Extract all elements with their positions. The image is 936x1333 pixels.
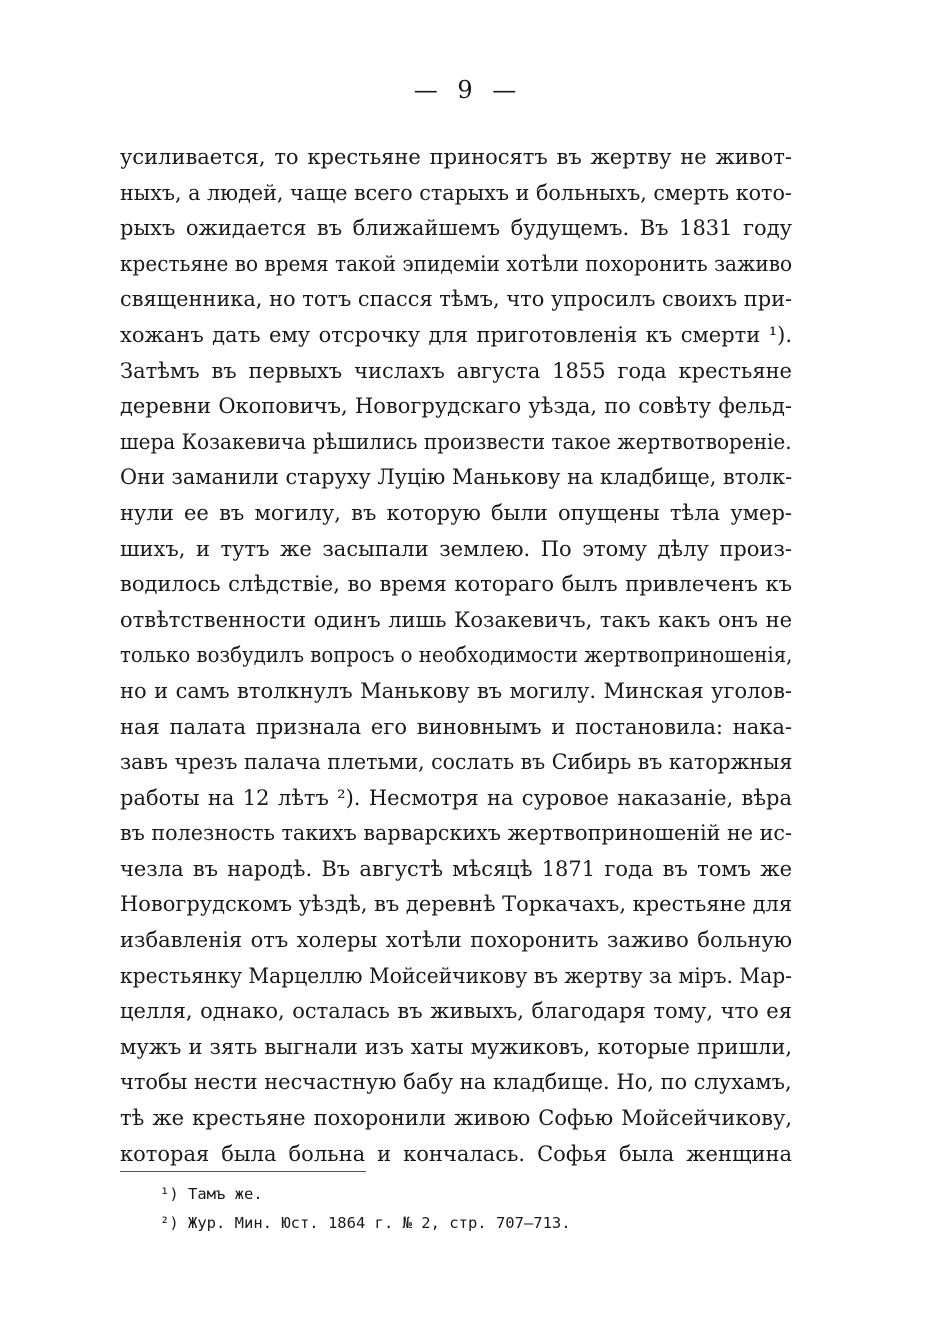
text-line: священника, но тотъ спасся тѣмъ, что упросилъ своихъ при-	[120, 287, 793, 312]
text-line: тѣ же крестьяне похоронили живою Софью Мойсейчикову,	[120, 1106, 792, 1131]
text-line: нули ее въ могилу, въ которую были опущены тѣла умер-	[120, 500, 792, 525]
text-line: Новогрудскомъ уѣздѣ, въ деревнѣ Торкачахъ, крестьяне для	[120, 892, 793, 917]
text-line: рыхъ ожидается въ ближайшемъ будущемъ. Въ 1831 году	[120, 216, 792, 241]
text-line: отвѣтственности одинъ лишь Козакевичъ, такъ какъ онъ не	[120, 607, 792, 632]
text-line: крестьянку Марцеллю Мойсейчикову въ жертву за міръ. Мар-	[120, 963, 793, 988]
text-line: завъ чрезъ палача плетьми, сослать въ Сибирь въ каторжныя	[120, 750, 793, 775]
footnote-2: ²) Жур. Мин. Юст. 1864 г. № 2, стр. 707—713.	[160, 1214, 571, 1232]
text-line: хожанъ дать ему отсрочку для приготовленія къ смерти ¹).	[120, 322, 792, 347]
text-line: только возбудилъ вопросъ о необходимости жертвоприношенія,	[120, 643, 793, 668]
page-number: — 9 —	[413, 76, 523, 104]
text-line: чезла въ народѣ. Въ августѣ мѣсяцѣ 1871 года въ томъ же	[120, 856, 792, 881]
text-line: Затѣмъ въ первыхъ числахъ августа 1855 года крестьяне	[120, 358, 792, 383]
footnote-rule	[120, 1171, 366, 1172]
text-line: работы на 12 лѣтъ ²). Несмотря на суровое наказаніе, вѣра	[120, 785, 792, 810]
text-line: ная палата признала его виновнымъ и постановила: нака-	[120, 714, 792, 739]
text-line: чтобы нести несчастную бабу на кладбище. Но, по слухамъ,	[120, 1070, 792, 1095]
text-line: усиливается, то крестьяне приносятъ въ жертву не живот-	[120, 145, 792, 169]
text-line: избавленія отъ холеры хотѣли похоронить заживо больную	[120, 928, 792, 953]
text-line: деревни Окоповичъ, Новогрудскаго уѣзда, по совѣту фельд-	[120, 394, 792, 419]
text-line: въ полезность такихъ варварскихъ жертвоприношеній не ис-	[120, 821, 792, 846]
text-line: но и самъ втолкнулъ Манькову въ могилу. Минская уголов-	[120, 678, 792, 703]
footnotes	[160, 1180, 760, 1238]
text-line: Они заманили старуху Луцію Манькову на кладбище, втолк-	[120, 465, 793, 490]
footnote-1: ¹) Тамъ же.	[160, 1185, 263, 1203]
text-line: водилось слѣдствіе, во время котораго былъ привлеченъ къ	[120, 572, 792, 597]
text-line: шера Козакевича рѣшились произвести такое жертвотвореніе.	[120, 429, 792, 454]
text-line: целля, однако, осталась въ живыхъ, благодаря тому, что ея	[120, 999, 792, 1024]
text-line: мужъ и зять выгнали изъ хаты мужиковъ, которые пришли,	[120, 1034, 792, 1059]
text-line: которая была больна и кончалась. Софья была женщина	[120, 1141, 792, 1166]
body-text	[120, 140, 792, 1172]
text-line: ныхъ, а людей, чаще всего старыхъ и больныхъ, смерть кото-	[120, 180, 792, 205]
text-line: шихъ, и тутъ же засыпали землею. По этому дѣлу произ-	[120, 536, 792, 561]
text-line: крестьяне во время такой эпидеміи хотѣли похоронить заживо	[120, 251, 793, 276]
